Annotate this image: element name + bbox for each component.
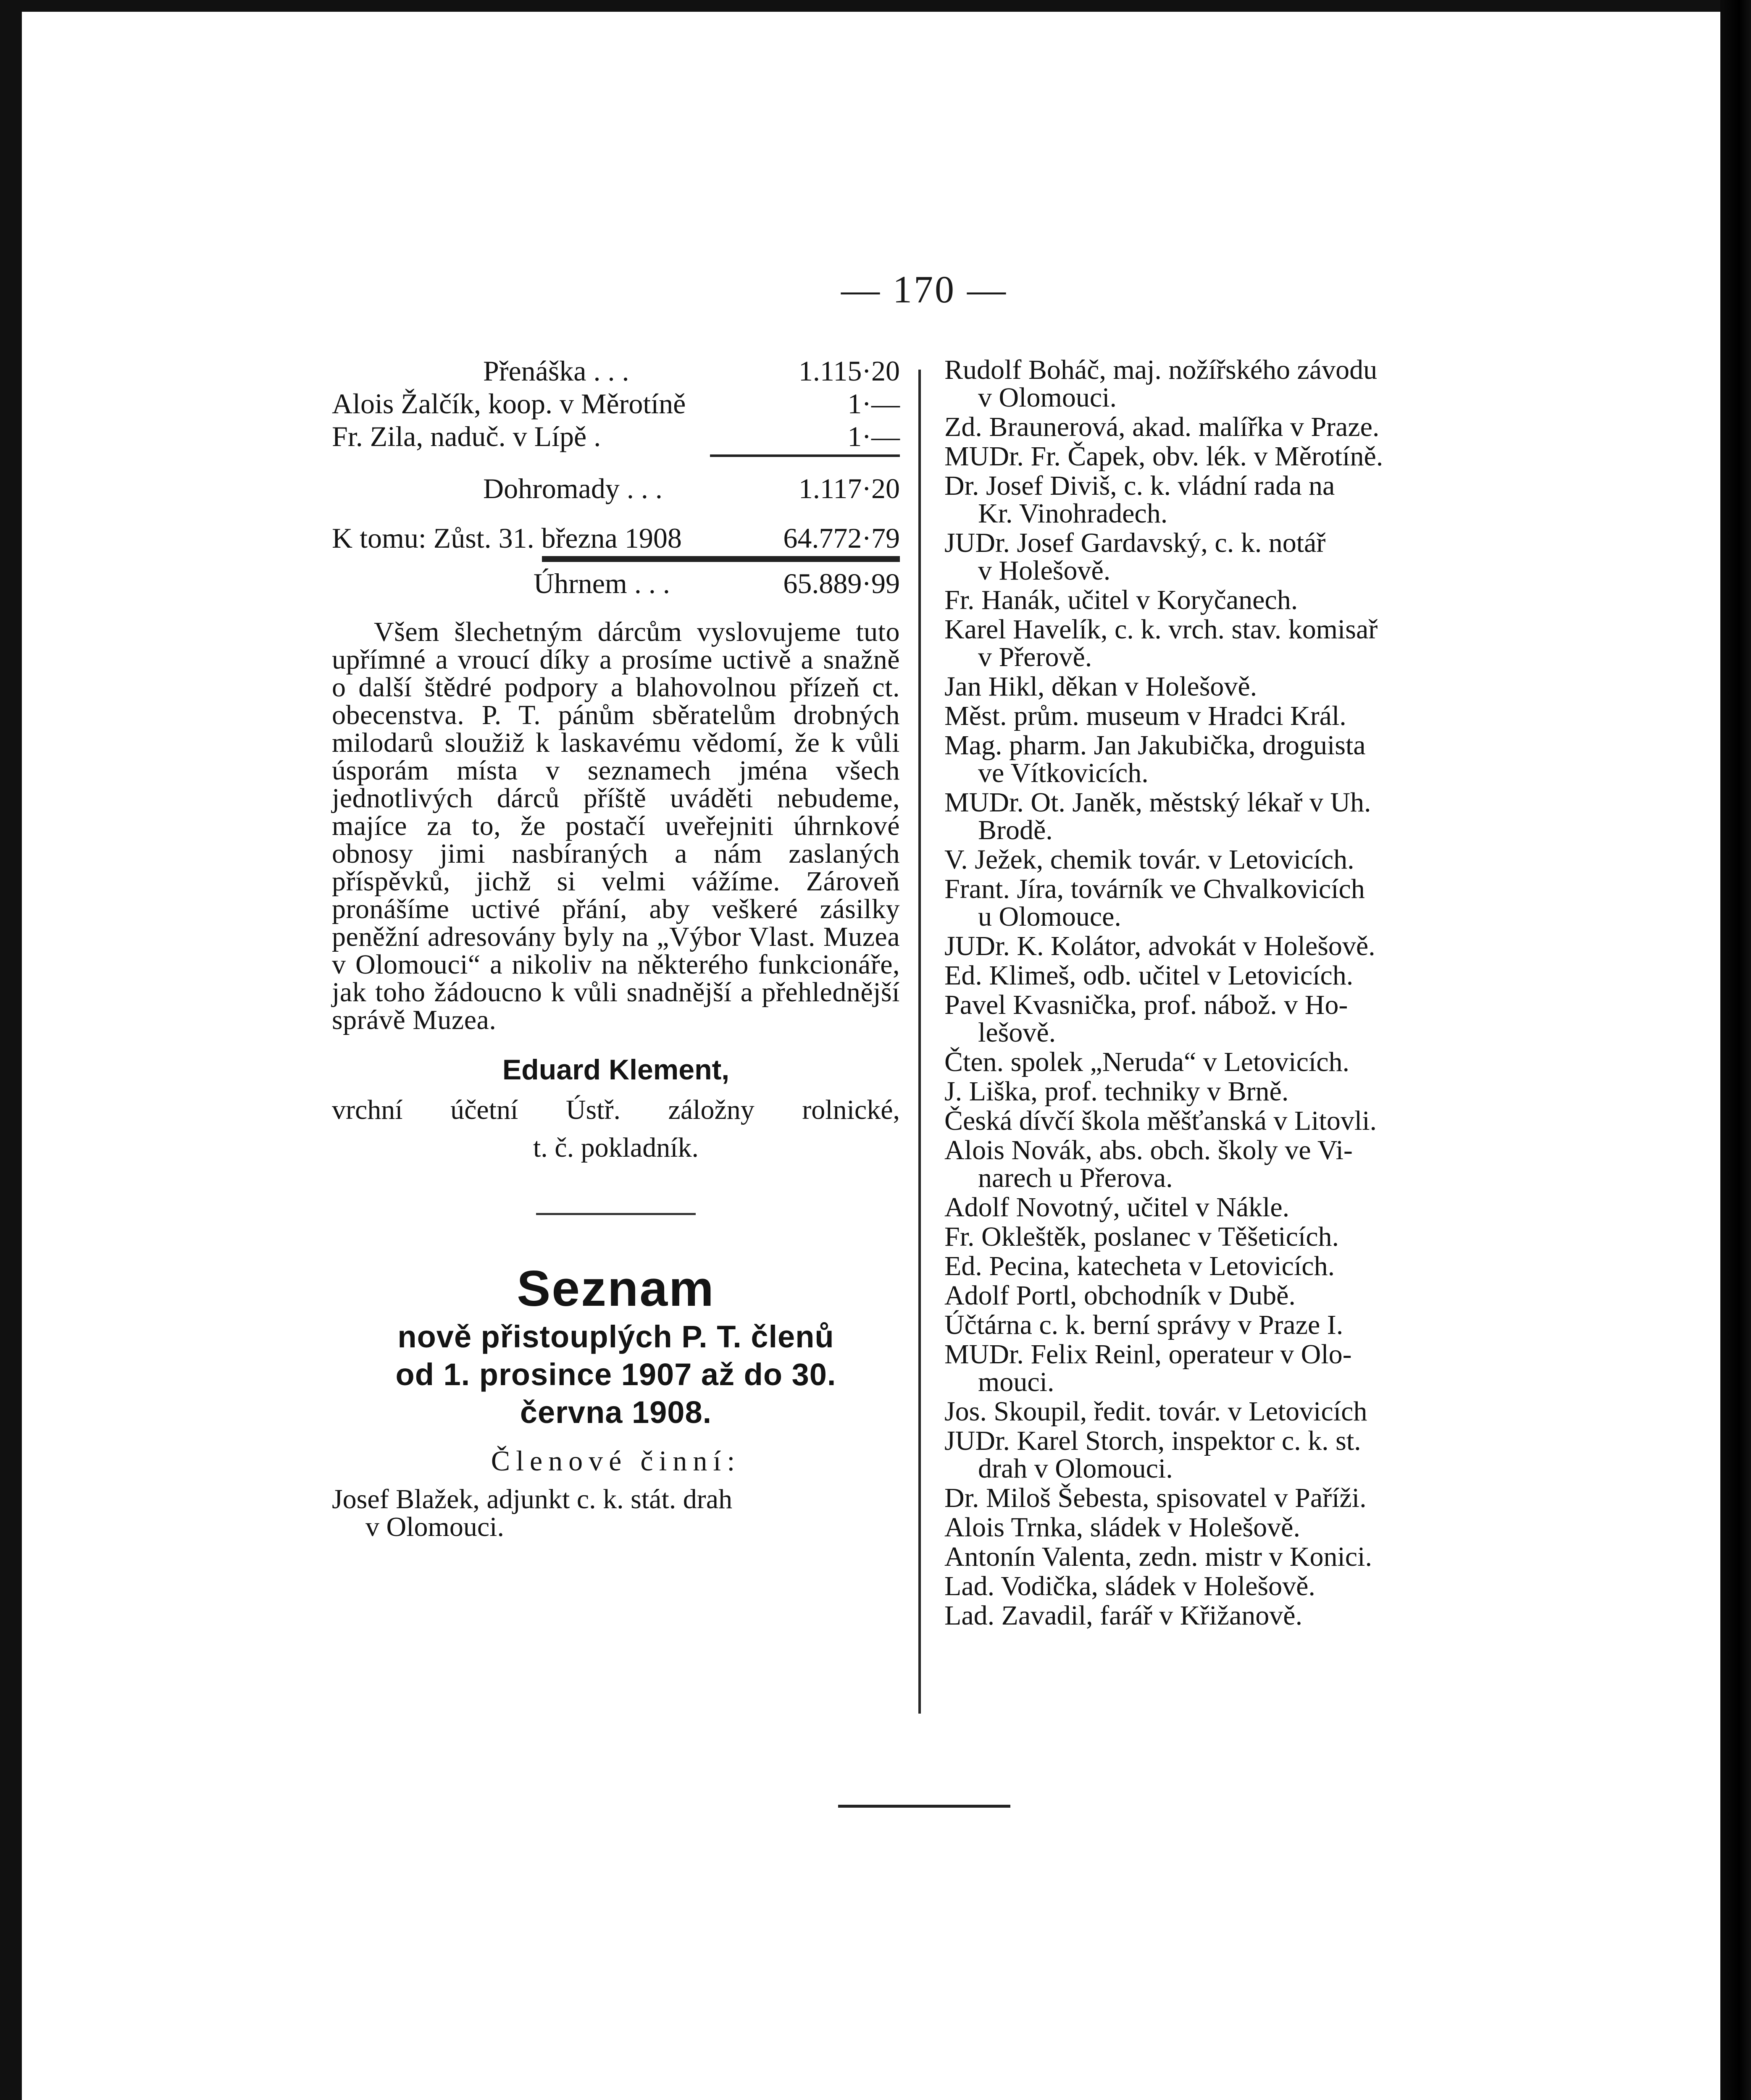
list-item: Ed. Klimeš, odb. učitel v Letovicích. xyxy=(944,960,1354,991)
list-item: Lad. Zavadil, farář v Křižanově. xyxy=(944,1600,1303,1631)
sum-label: Úhrnem . . . xyxy=(534,567,670,599)
list-item: MUDr. Ot. Janěk, městský lékař v Uh. Brodě. xyxy=(944,787,1371,845)
section-label: Členové činní: xyxy=(491,1445,741,1477)
carry-label: Přenáška . . . xyxy=(483,355,629,387)
list-item: Alois Trnka, sládek v Holešově. xyxy=(944,1512,1300,1543)
list-item: Dr. Josef Diviš, c. k. vládní rada na Kr. Vinohradech. xyxy=(944,470,1335,529)
list-item: Pavel Kvasnička, prof. nábož. v Ho- lešově. xyxy=(944,990,1348,1048)
scan-border-top xyxy=(0,0,1751,12)
list-item: Rudolf Boháč, maj. nožířského závodu v Olomouci. xyxy=(944,354,1378,413)
list-item: JUDr. Josef Gardavský, c. k. notář v Holešově. xyxy=(944,528,1326,586)
list-item: V. Ježek, chemik továr. v Letovicích. xyxy=(944,844,1354,875)
list-title: Seznam xyxy=(517,1260,715,1317)
account-row xyxy=(332,422,900,454)
list-item: Měst. prům. museum v Hradci Král. xyxy=(944,701,1346,731)
column-divider xyxy=(918,370,921,1714)
account-label: Alois Žalčík, koop. v Měrotíně xyxy=(332,388,686,420)
list-item: Fr. Hanák, učitel v Koryčanech. xyxy=(944,585,1298,615)
signature-role-2: t. č. pokladník. xyxy=(533,1132,699,1163)
list-subtitle-2: od 1. prosince 1907 až do 30. xyxy=(395,1357,836,1392)
list-item: Alois Novák, abs. obch. školy ve Vi- narech u Přerova. xyxy=(944,1135,1353,1193)
list-item: Fr. Okleštěk, poslanec v Těšeticích. xyxy=(944,1221,1339,1252)
balance-amount: 64.772·79 xyxy=(783,522,900,554)
account-label: Fr. Zila, naduč. v Lípě . xyxy=(332,420,601,452)
total-label: Dohromady . . . xyxy=(483,472,663,504)
list-item: Jan Hikl, děkan v Holešově. xyxy=(944,671,1257,702)
list-item: Adolf Novotný, učitel v Nákle. xyxy=(944,1192,1290,1223)
thanks-paragraph: Všem šlechetným dárcům vyslovujeme tuto upřímné a vroucí díky a prosíme uctivě a snažně o další štědré podpory a blahovolnou přízeň ct. obecenstva. P. T. pánům sběratelům drobných milodarů sloužiž k laskavému vědomí, že k vůli úsporám místa v seznamech jména všech jednotlivých dárců příště uváděti nebudeme, majíce za to, že postačí uveřejniti úhrnkové obnosy jimi nasbíraných a nám zaslaných příspěvků, jichž si velmi vážíme. Zároveň pronášíme uctivé přání, aby veškeré zásilky peněžní adresovány byly na „Výbor Vlast. Muzea v Olomouci“ a nikoliv na některého funkcionáře, jak toho žádoucno k vůli snadnější a přehlednější správě Muzea. xyxy=(332,617,900,1035)
balance-row xyxy=(332,523,900,556)
sum-amount: 65.889·99 xyxy=(783,567,900,599)
list-item: Čten. spolek „Neruda“ v Letovicích. xyxy=(944,1047,1349,1077)
carry-row xyxy=(332,356,900,389)
signature-role: vrchní účetní Ústř. záložny rolnické, xyxy=(332,1095,900,1125)
signature-name: Eduard Klement, xyxy=(502,1054,730,1086)
list-subtitle-3: června 1908. xyxy=(520,1395,712,1430)
list-item: Mag. pharm. Jan Jakubička, droguista ve Vítkovicích. xyxy=(944,730,1366,788)
section-divider xyxy=(536,1213,696,1215)
list-item: Zd. Braunerová, akad. malířka v Praze. xyxy=(944,412,1380,442)
list-item: JUDr. K. Kolátor, advokát v Holešově. xyxy=(944,931,1375,961)
list-item: Karel Havelík, c. k. vrch. stav. komisař v Přerově. xyxy=(944,614,1378,672)
list-item: MUDr. Fr. Čapek, obv. lék. v Měrotíně. xyxy=(944,441,1383,472)
total-row xyxy=(332,474,900,507)
list-item: Účtárna c. k. berní správy v Praze I. xyxy=(944,1310,1343,1340)
scan-border-right-shadow xyxy=(1722,0,1751,2100)
list-item: Lad. Vodička, sládek v Holešově. xyxy=(944,1571,1315,1601)
list-item: Frant. Jíra, továrník ve Chvalkovicích u Olomouce. xyxy=(944,874,1365,932)
balance-label: K tomu: Zůst. 31. března 1908 xyxy=(332,522,682,554)
list-item: JUDr. Karel Storch, inspektor c. k. st. drah v Olomouci. xyxy=(944,1425,1361,1484)
list-item: Jos. Skoupil, ředit. továr. v Letovicích xyxy=(944,1396,1367,1427)
list-item: Dr. Miloš Šebesta, spisovatel v Paříži. xyxy=(944,1483,1367,1513)
sum-row xyxy=(332,569,900,601)
carry-amount: 1.115·20 xyxy=(798,355,900,387)
list-subtitle-1: nově přistouplých P. T. členů xyxy=(397,1319,834,1354)
account-row xyxy=(332,389,900,422)
grand-total-rule xyxy=(542,556,900,562)
account-amount: 1·— xyxy=(847,420,900,452)
list-item: Antonín Valenta, zedn. mistr v Konici. xyxy=(944,1541,1372,1572)
list-item: Česká dívčí škola měšťanská v Litovli. xyxy=(944,1105,1377,1136)
page-number: — 170 — xyxy=(841,268,1007,311)
right-column xyxy=(944,356,1524,1631)
scan-border-left xyxy=(0,0,22,2100)
total-amount: 1.117·20 xyxy=(798,472,900,504)
account-amount: 1·— xyxy=(847,388,900,420)
left-column xyxy=(332,356,900,1543)
list-item: Josef Blažek, adjunkt c. k. stát. drah v Olomouci. xyxy=(332,1484,733,1542)
end-rule xyxy=(838,1805,1010,1808)
list-item: Ed. Pecina, katecheta v Letovicích. xyxy=(944,1251,1335,1281)
list-item: MUDr. Felix Reinl, operateur v Olo- mouci. xyxy=(944,1339,1352,1397)
list-item: Adolf Portl, obchodník v Dubě. xyxy=(944,1280,1296,1311)
list-item: J. Liška, prof. techniky v Brně. xyxy=(944,1076,1289,1107)
